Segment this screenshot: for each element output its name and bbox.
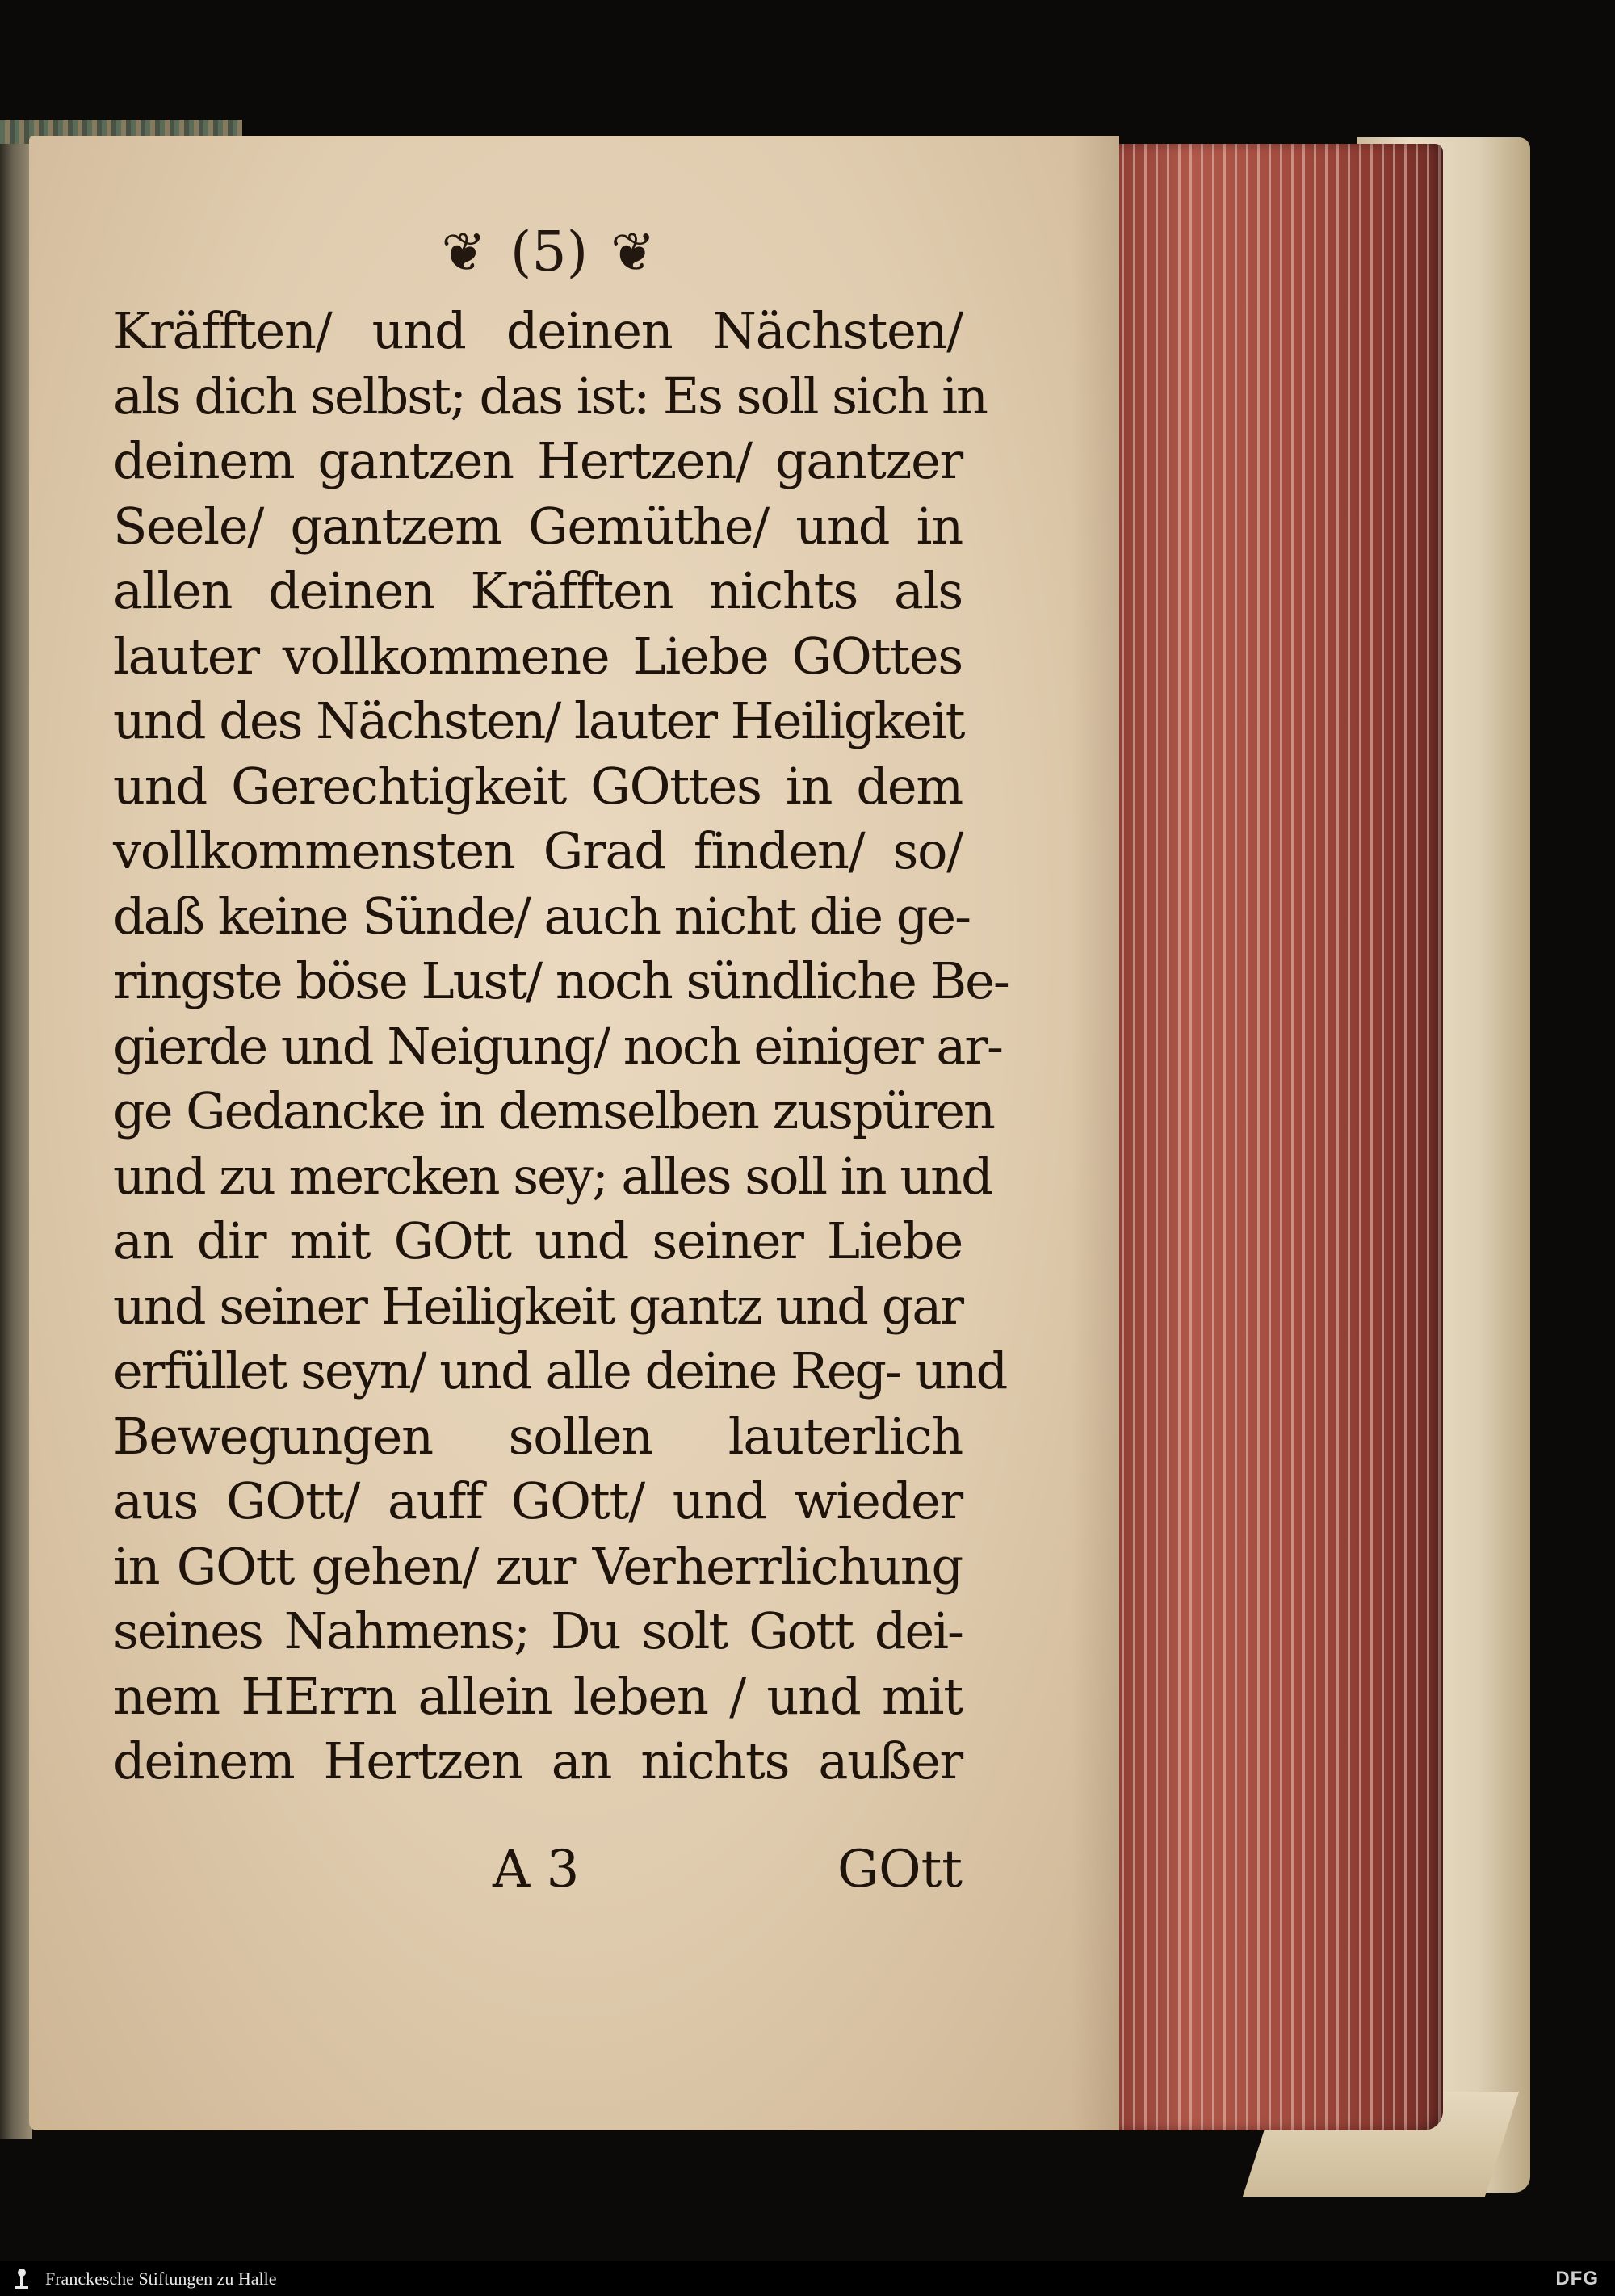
text-line: und des Nächsten/ lauter Heiligkeit [113, 691, 964, 750]
text-line: lauter vollkommene Liebe GOttes [113, 626, 963, 686]
text-line: daß keine Sünde/ auch nicht die ge- [113, 886, 971, 946]
ornament-right-icon: ❦ [610, 220, 657, 283]
text-line: aus GOtt/ auff GOtt/ und wieder [113, 1471, 963, 1530]
page-footer-line [113, 1833, 963, 1906]
text-line: deinem gantzen Hertzen/ gantzer [113, 431, 963, 490]
text-line: und seiner Heiligkeit gantz und gar [113, 1276, 963, 1336]
dfg-badge[interactable]: DFG [1555, 2268, 1599, 2290]
text-line: Bewegungen sollen lauterlich [113, 1406, 963, 1466]
page-number: (5) [510, 220, 589, 284]
text-line: deinem Hertzen an nichts außer [113, 1731, 963, 1790]
text-line: als dich selbst; das ist: Es soll sich in [113, 366, 987, 426]
text-line: vollkommensten Grad finden/ so/ [113, 821, 963, 880]
text-line: allen deinen Kräfften nichts als [113, 561, 963, 620]
page-header [363, 212, 735, 292]
text-line: an dir mit GOtt und seiner Liebe [113, 1211, 963, 1270]
text-line: und Gerechtigkeit GOttes in dem [113, 756, 963, 816]
text-line: und zu mercken sey; alles soll in und [113, 1146, 992, 1206]
cover-spine-edge [0, 120, 32, 2139]
signature-mark: A 3 [493, 1840, 580, 1899]
text-line: gierde und Neigung/ noch einiger ar- [113, 1016, 1002, 1076]
text-line: ringste böse Lust/ noch sündliche Be- [113, 951, 1009, 1010]
text-line: in GOtt gehen/ zur Verherrlichung [113, 1536, 963, 1596]
red-page-edges [1110, 144, 1443, 2130]
text-line: nem HErrn allein leben / und mit [113, 1666, 963, 1726]
text-line: ge Gedancke in demselben zuspüren [113, 1081, 994, 1140]
catchword: GOtt [837, 1840, 963, 1899]
body-text [113, 299, 1009, 1794]
text-line: erfüllet seyn/ und alle deine Reg- und [113, 1341, 1007, 1400]
text-line: Kräfften/ und deinen Nächsten/ [113, 301, 963, 360]
text-line: Seele/ gantzem Gemüthe/ und in [113, 496, 963, 556]
footer-bar [0, 2261, 1615, 2296]
institution-logo-icon [11, 2267, 32, 2291]
institution-name[interactable]: Franckesche Stiftungen zu Halle [45, 2268, 277, 2289]
ornament-left-icon: ❦ [441, 220, 488, 283]
text-line: seines Nahmens; Du solt Gott dei- [113, 1601, 963, 1660]
